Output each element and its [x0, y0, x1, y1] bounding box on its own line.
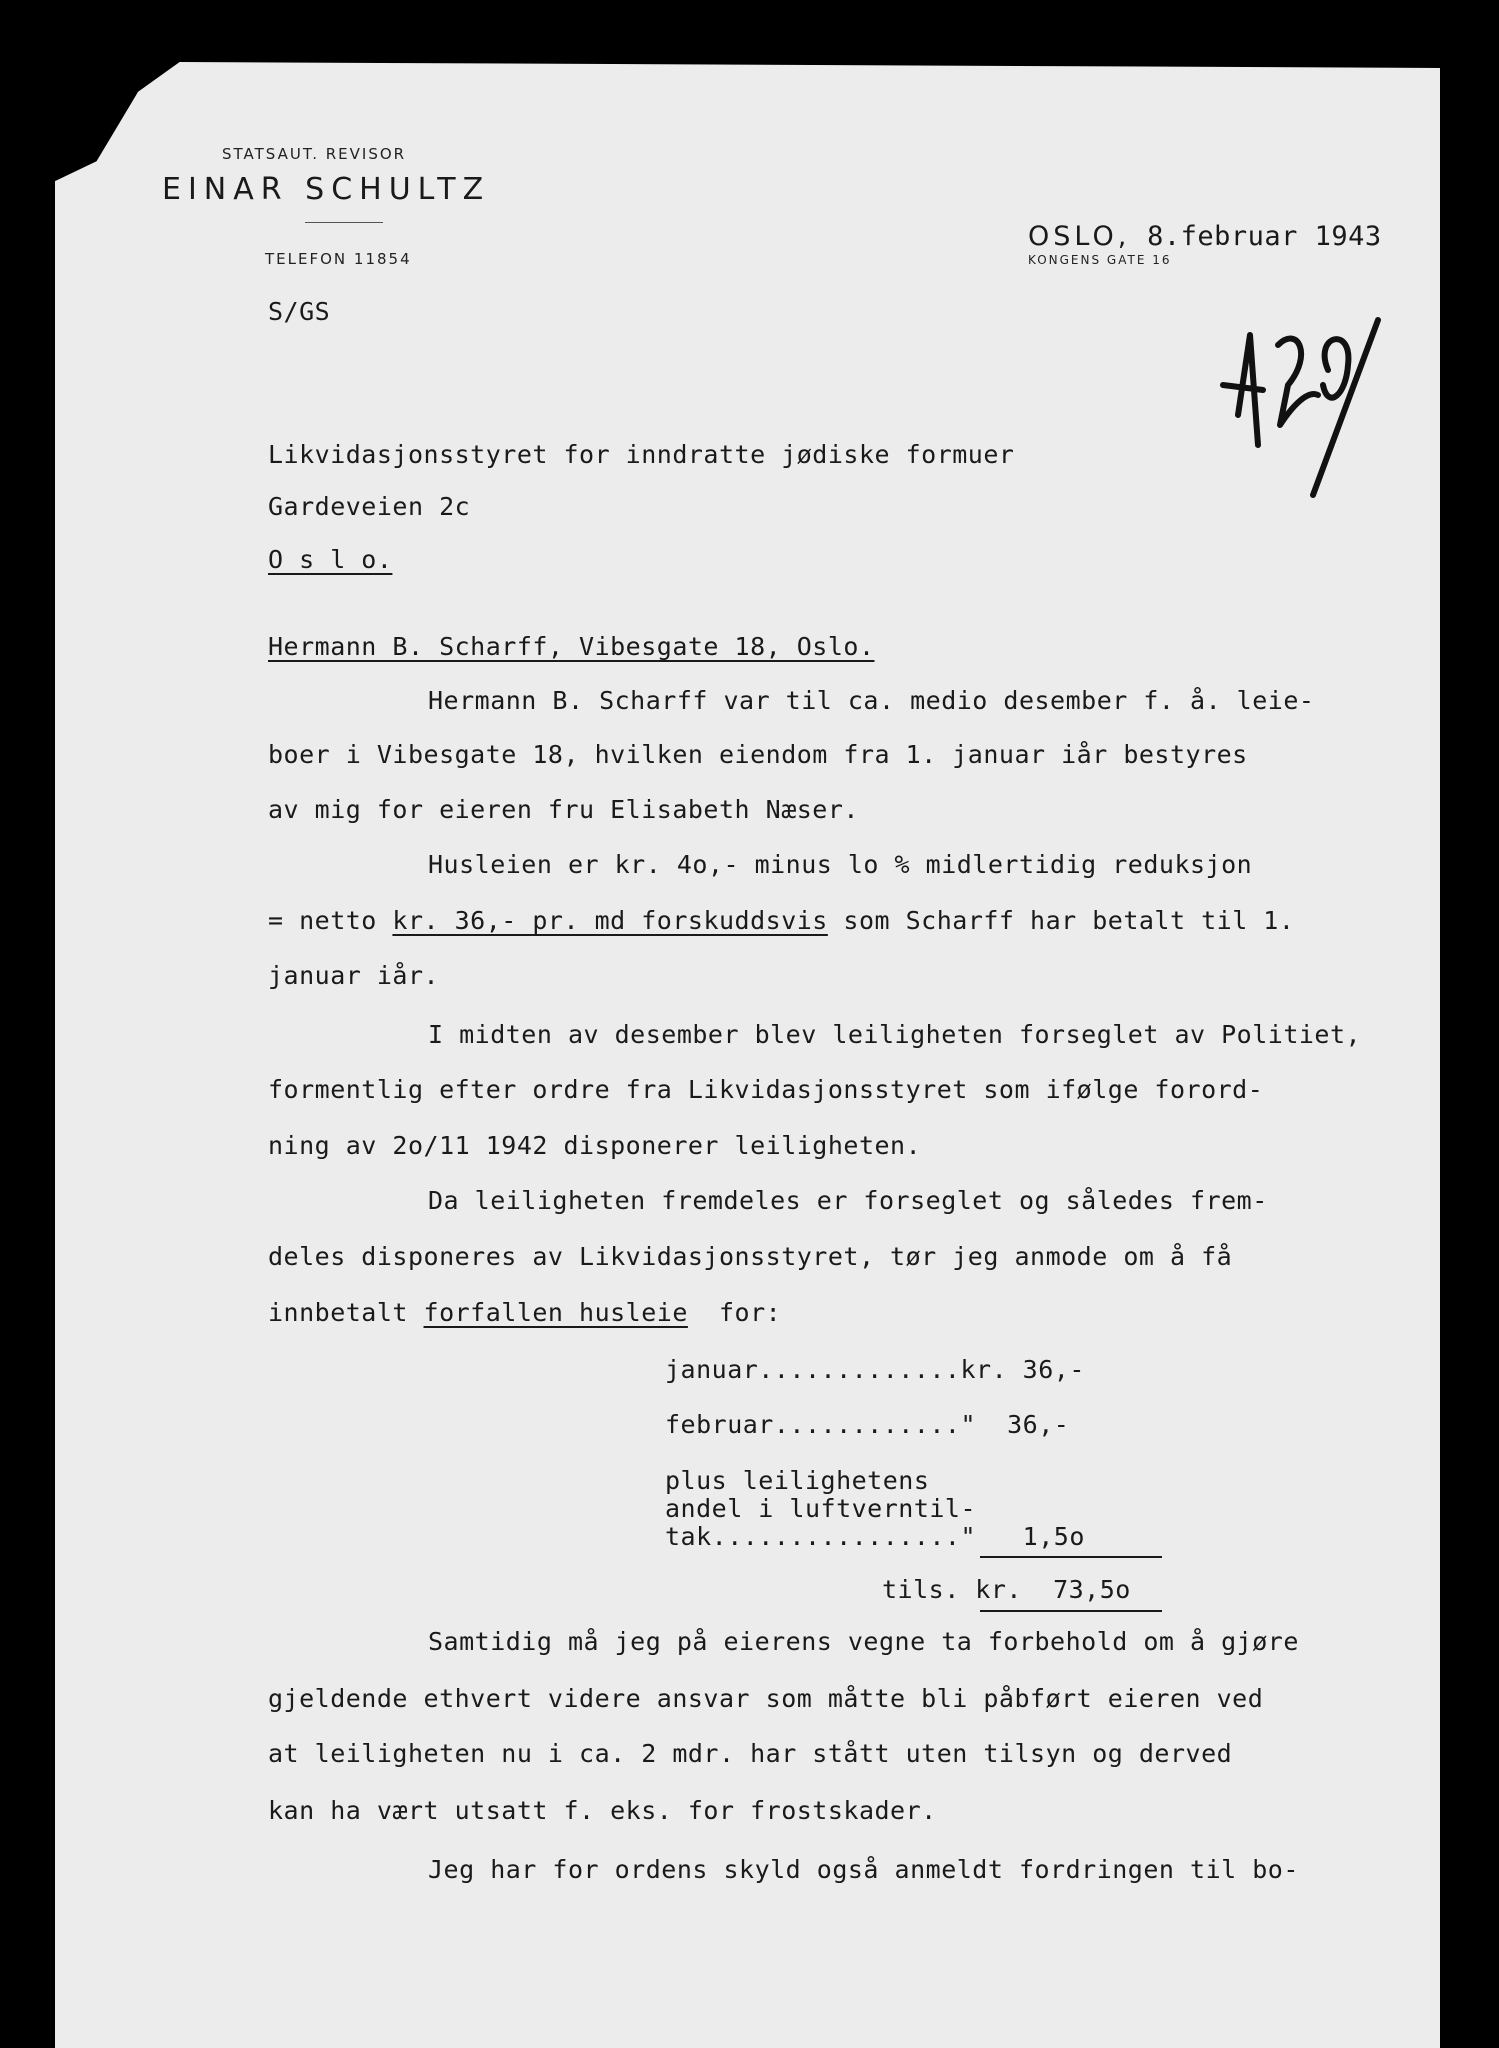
letterhead-address: KONGENS GATE 16	[1028, 253, 1172, 267]
reference: S/GS	[268, 297, 331, 326]
paragraph-4-line-3	[268, 1298, 781, 1327]
paragraph-3-line-1: I midten av desember blev leiligheten forseglet av Politiet,	[428, 1020, 1362, 1049]
paragraph-4-line-3-start: innbetalt	[268, 1298, 424, 1327]
recipient-line-1: Likvidasjonsstyret for inndratte jødiske formuer	[268, 440, 1015, 469]
total-rule	[980, 1610, 1162, 1612]
subject-line: Hermann B. Scharff, Vibesgate 18, Oslo.	[268, 632, 875, 661]
paragraph-4-line-1: Da leiligheten fremdeles er forseglet og således frem-	[428, 1186, 1268, 1215]
rent-terms: kr. 36,- pr. md forskuddsvis	[392, 906, 828, 935]
paragraph-2-line-2-end: som Scharff har betalt til 1.	[827, 906, 1295, 935]
letterhead-divider	[305, 222, 383, 223]
paragraph-5-line-1: Samtidig må jeg på eierens vegne ta forbehold om å gjøre	[428, 1627, 1299, 1656]
paragraph-3-line-2: formentlig efter ordre fra Likvidasjonsstyret som ifølge forord-	[268, 1075, 1264, 1104]
paragraph-2-line-2-start: = netto	[268, 906, 393, 935]
subtotal-rule	[980, 1556, 1162, 1558]
paragraph-5-line-3: at leiligheten nu i ca. 2 mdr. har stått uten tilsyn og derved	[268, 1739, 1233, 1768]
letterhead-title: STATSAUT. REVISOR	[222, 145, 407, 163]
paragraph-4-line-3-end: for:	[687, 1298, 782, 1327]
item-air-defense-line-1: plus leilighetens	[665, 1466, 930, 1495]
recipient-line-2: Gardeveien 2c	[268, 492, 471, 521]
item-air-defense-line-3: tak................" 1,5o	[665, 1522, 1085, 1551]
paragraph-2-line-1: Husleien er kr. 4o,- minus lo % midlertidig reduksjon	[428, 850, 1253, 879]
date-city: OSLO,	[1028, 221, 1131, 252]
paragraph-1-line-3: av mig for eieren fru Elisabeth Næser.	[268, 795, 859, 824]
total: tils. kr. 73,5o	[882, 1575, 1131, 1604]
paragraph-3-line-3: ning av 2o/11 1942 disponerer leiligheten.	[268, 1131, 922, 1160]
paragraph-5-line-2: gjeldende ethvert videre ansvar som måtte bli påbført eieren ved	[268, 1684, 1264, 1713]
handwritten-file-number	[1218, 315, 1388, 505]
date-value: 8.februar 1943	[1147, 221, 1382, 252]
paragraph-1-line-1: Hermann B. Scharff var til ca. medio desember f. å. leie-	[428, 686, 1315, 715]
recipient-line-3: O s l o.	[268, 545, 393, 574]
item-february: februar............" 36,-	[665, 1410, 1070, 1439]
item-air-defense-line-2: andel i luftverntil-	[665, 1494, 977, 1523]
letterhead-phone: TELEFON 11854	[265, 250, 412, 268]
letterhead-name: EINAR SCHULTZ	[162, 172, 491, 207]
paragraph-4-line-2: deles disponeres av Likvidasjonsstyret, tør jeg anmode om å få	[268, 1242, 1233, 1271]
item-january: januar.............kr. 36,-	[665, 1355, 1085, 1384]
date-line	[1028, 221, 1382, 252]
paragraph-5-line-4: kan ha vært utsatt f. eks. for frostskader.	[268, 1796, 937, 1825]
paragraph-6-line-1: Jeg har for ordens skyld også anmeldt fordringen til bo-	[428, 1855, 1299, 1884]
paragraph-1-line-2: boer i Vibesgate 18, hvilken eiendom fra 1. januar iår bestyres	[268, 740, 1248, 769]
overdue-rent: forfallen husleie	[423, 1298, 688, 1327]
paragraph-2-line-3: januar iår.	[268, 961, 440, 990]
paragraph-2-line-2	[268, 906, 1294, 935]
